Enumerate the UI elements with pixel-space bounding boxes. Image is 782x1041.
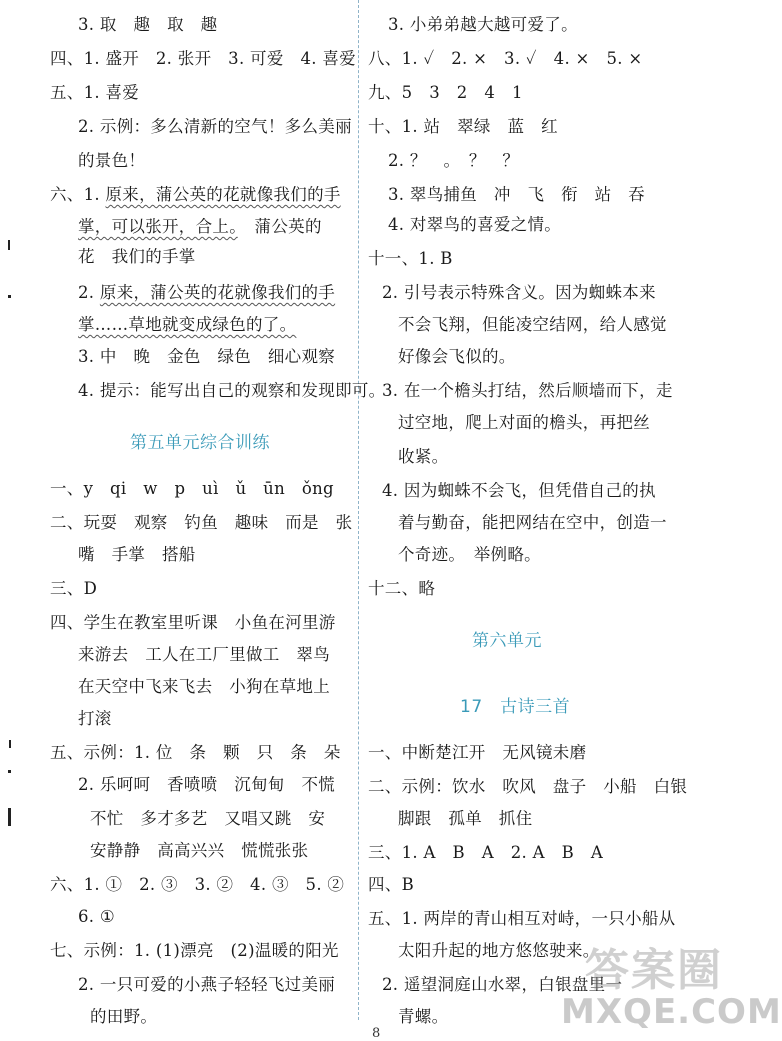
- answer-line: 四、1. 盛开 2. 张开 3. 可爱 4. 喜爱: [50, 49, 356, 68]
- answer-line: 掌，可以张开，合上。 蒲公英的: [78, 217, 322, 236]
- answer-line: 花 我们的手掌: [78, 247, 196, 266]
- answer-line: 十、1. 站 翠绿 蓝 红: [368, 117, 558, 136]
- page-number: 8: [372, 1026, 381, 1041]
- answer-line: 安静静 高高兴兴 慌慌张张: [90, 841, 309, 860]
- answer-line: 五、1. 喜爱: [50, 83, 140, 102]
- answer-line: 不忙 多才多艺 又唱又跳 安: [90, 809, 326, 828]
- answer-line: 3. 小弟弟越大越可爱了。: [388, 15, 578, 34]
- answer-line: 二、示例：饮水 吹风 盘子 小船 白银: [368, 777, 688, 796]
- answer-line: 嘴 手掌 搭船: [78, 545, 196, 564]
- answer-line: 青螺。: [398, 1007, 449, 1026]
- answer-line: 3. 中 晚 金色 绿色 细心观察: [78, 347, 336, 366]
- answer-line: 2. 遥望洞庭山水翠，白银盘里一: [382, 975, 623, 994]
- answer-line: 2. 示例：多么清新的空气！多么美丽: [78, 117, 352, 136]
- answer-line: 4. 因为蜘蛛不会飞，但凭借自己的执: [382, 481, 656, 500]
- answer-line: 4. 对翠鸟的喜爱之情。: [388, 215, 562, 234]
- wavy-underlined-text: 掌……草地就变成绿色的了。: [78, 315, 297, 334]
- answer-line: 四、学生在教室里听课 小鱼在河里游: [50, 613, 336, 632]
- answer-line: 五、示例：1. 位 条 颗 只 条 朵: [50, 743, 341, 762]
- answer-line: 2. 原来，蒲公英的花就像我们的手: [78, 283, 336, 302]
- answer-line: 好像会飞似的。: [398, 347, 516, 366]
- section-title: 第五单元综合训练: [130, 433, 270, 453]
- answer-line: 五、1. 两岸的青山相互对峙，一只小船从: [368, 909, 676, 928]
- answer-line: 二、玩耍 观察 钓鱼 趣味 而是 张: [50, 513, 353, 532]
- answer-line: 八、1. ✓ 2. × 3. ✓ 4. × 5. ×: [368, 49, 643, 68]
- answer-line: 脚跟 孤单 抓住: [398, 809, 533, 828]
- answer-line: 十一、1. B: [368, 249, 453, 268]
- wavy-underlined-text: 原来，蒲公英的花就像我们的手: [99, 283, 336, 302]
- answer-line: 的景色！: [78, 151, 146, 170]
- answer-line: 九、5 3 2 4 1: [368, 83, 523, 102]
- answer-line: 6. ①: [78, 907, 115, 926]
- unit-title: 第六单元: [472, 631, 542, 651]
- answer-line: 3. 在一个檐头打结，然后顺墙而下，走: [382, 381, 673, 400]
- wavy-underlined-text: 原来，蒲公英的花就像我们的手: [105, 185, 341, 204]
- answer-line: 2. 乐呵呵 香喷喷 沉甸甸 不慌: [78, 775, 336, 794]
- answer-line: 2. ？ 。 ？ ？: [388, 151, 520, 170]
- scan-mark: [8, 770, 11, 773]
- answer-line: 打滚: [78, 709, 112, 728]
- column-divider: [358, 0, 359, 1020]
- answer-line: 2. 引号表示特殊含义。因为蜘蛛本来: [382, 283, 656, 302]
- answer-line: 2. 一只可爱的小燕子轻轻飞过美丽: [78, 975, 336, 994]
- answer-line: 四、B: [368, 875, 415, 894]
- watermark-url: MXQE.COM: [561, 992, 782, 1032]
- answer-line: 的田野。: [90, 1007, 158, 1026]
- answer-line: 收紧。: [398, 447, 449, 466]
- scan-mark: [9, 740, 11, 748]
- answer-line: 在天空中飞来飞去 小狗在草地上: [78, 677, 330, 696]
- scan-mark: [8, 240, 10, 250]
- answer-line: 不会飞翔，但能凌空结网，给人感觉: [398, 315, 667, 334]
- answer-line: 3. 翠鸟捕鱼 冲 飞 衔 站 吞: [388, 185, 646, 204]
- lesson-title: 17 古诗三首: [460, 697, 571, 717]
- answer-line: 太阳升起的地方悠悠驶来。: [398, 941, 600, 960]
- wavy-underlined-text: 掌，可以张开，合上。: [78, 217, 238, 236]
- scan-mark: [8, 295, 11, 298]
- watermark-text: 答案圈: [585, 945, 723, 996]
- answer-line: 着与勤奋，能把网结在空中，创造一: [398, 513, 667, 532]
- scan-mark: [8, 808, 11, 826]
- answer-line: 七、示例：1. (1)漂亮 (2)温暖的阳光: [50, 941, 339, 960]
- answer-line: 六、1. 原来，蒲公英的花就像我们的手: [50, 185, 341, 204]
- answer-line: 过空地，爬上对面的檐头，再把丝: [398, 413, 650, 432]
- answer-line: 来游去 工人在工厂里做工 翠鸟: [78, 645, 330, 664]
- answer-line: 一、中断楚江开 无风镜未磨: [368, 743, 587, 762]
- answer-line: [78, 314, 296, 336]
- answer-line: 十二、略: [368, 579, 436, 598]
- answer-line: 三、D: [50, 579, 98, 598]
- answer-line: 3. 取 趣 取 趣: [78, 15, 218, 34]
- answer-line: 个奇迹。 举例略。: [398, 545, 541, 564]
- answer-line: 六、1. ① 2. ③ 3. ② 4. ③ 5. ②: [50, 875, 345, 894]
- answer-line: 一、y qi w p uì ǔ ūn ǒng: [50, 479, 334, 498]
- answer-line: 4. 提示：能写出自己的观察和发现即可。: [78, 381, 386, 400]
- answer-line: 三、1. A B A 2. A B A: [368, 843, 604, 862]
